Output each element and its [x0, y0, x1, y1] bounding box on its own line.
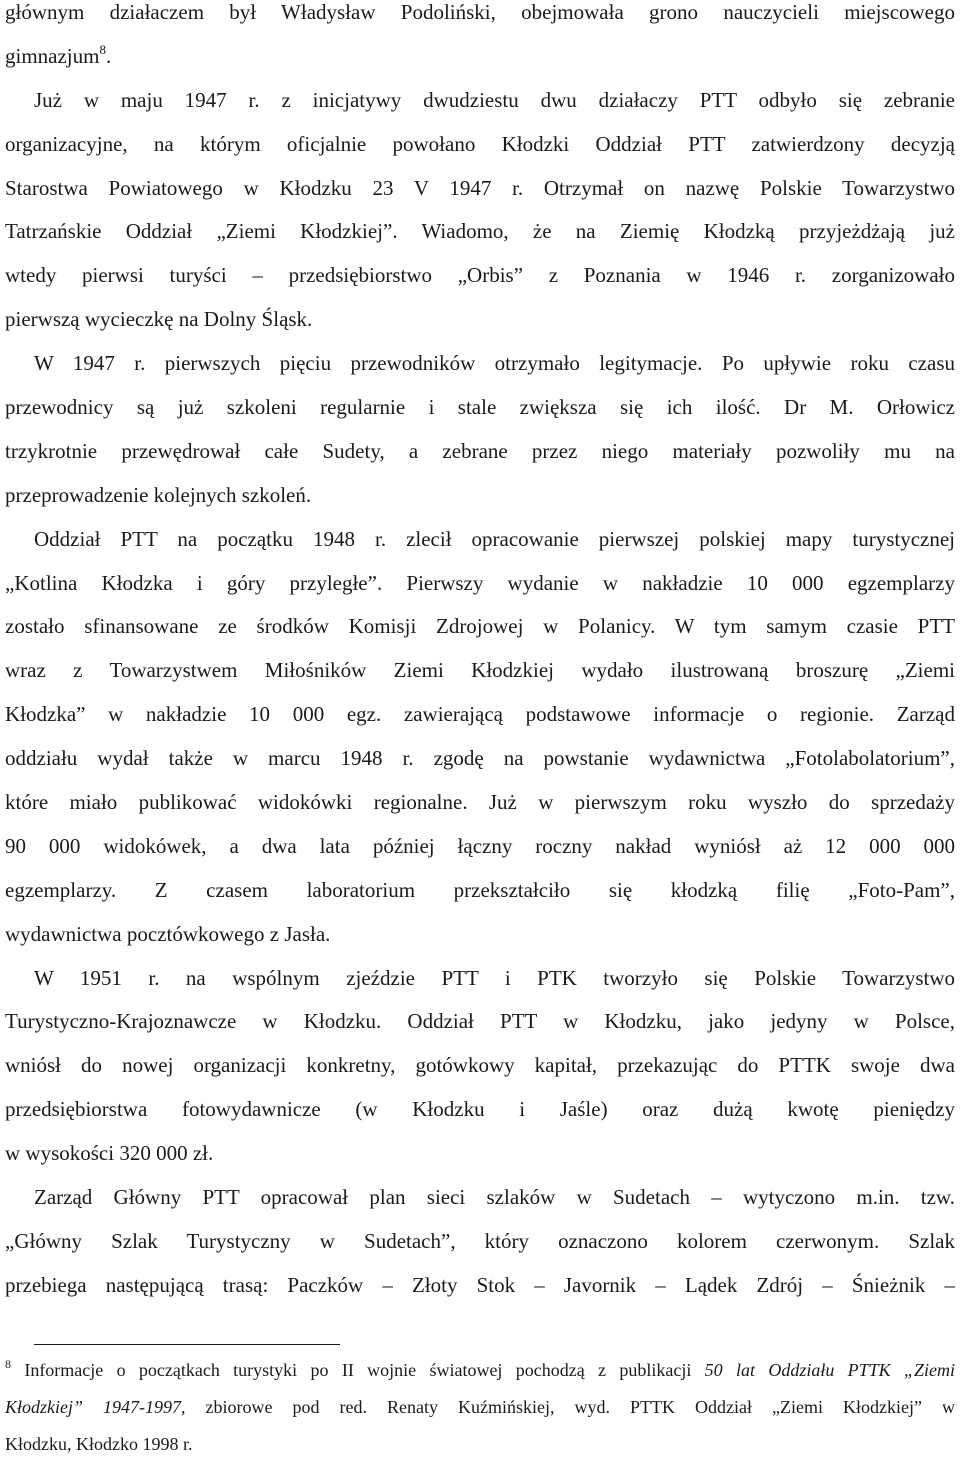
text-line: „Kotlina Kłodzka i góry przyległe”. Pierwszy wydanie w nakładzie 10 000 egzemplarzy [5, 570, 955, 595]
text-line: „Główny Szlak Turystyczny w Sudetach”, który oznaczono kolorem czerwonym. Szlak [5, 1228, 955, 1253]
footnote-text: Informacje o początkach turystyki po II wojnie światowej pochodzą z publikacji [11, 1360, 705, 1380]
main-text [5, 0, 955, 1308]
footnote [5, 1352, 955, 1463]
text-line: Zarząd Główny PTT opracował plan sieci szlaków w Sudetach – wytyczono m.in. tzw. [34, 1185, 955, 1210]
footnote-marker: 8 [99, 41, 106, 57]
footnote-line: Kłodzku, Kłodzko 1998 r. [5, 1434, 193, 1454]
text-line: Turystyczno-Krajoznawcze w Kłodzku. Oddział PTT w Kłodzku, jako jedyny w Polsce, [5, 1009, 955, 1034]
text-fragment: gimnazjum [5, 43, 100, 68]
text-line: wniósł do nowej organizacji konkretny, gotówkowy kapitał, przekazując do PTTK swoje dwa [5, 1053, 955, 1078]
paragraph-oddzial-founding [5, 79, 955, 342]
footnote-number: 8 [5, 1357, 11, 1371]
text-fragment: . [105, 43, 112, 68]
paragraph-pttk-merger [5, 957, 955, 1176]
text-line: pierwszą wycieczkę na Dolny Śląsk. [5, 307, 313, 332]
footnote-publication-title: 50 lat Oddziału PTTK „Ziemi [704, 1360, 955, 1380]
text-line: 90 000 widokówek, a dwa lata później łączny roczny nakład wyniósł aż 12 000 000 [5, 833, 955, 858]
paragraph-intro-continuation [5, 0, 955, 79]
footnote-line [5, 1389, 955, 1426]
text-line: organizacyjne, na którym oficjalnie powołano Kłodzki Oddział PTT zatwierdzony decyzją [5, 131, 955, 156]
text-line: trzykrotnie przewędrował całe Sudety, a zebrane przez niego materiały pozwoliły mu na [5, 438, 955, 463]
text-line: głównym działaczem był Władysław Podoliński, obejmowała grono nauczycieli miejscowego [5, 0, 955, 24]
text-line: W 1947 r. pierwszych pięciu przewodników otrzymało legitymacje. Po upływie roku czasu [34, 351, 955, 376]
text-line: przeprowadzenie kolejnych szkoleń. [5, 482, 312, 507]
text-line: przewodnicy są już szkoleni regularnie i stale zwiększa się ich ilość. Dr M. Orłowicz [5, 395, 955, 420]
footnote-line [5, 1352, 955, 1389]
text-line: W 1951 r. na wspólnym zjeździe PTT i PTK tworzyło się Polskie Towarzystwo [34, 965, 955, 990]
text-line: wraz z Towarzystwem Miłośników Ziemi Kłodzkiej wydało ilustrowaną broszurę „Ziemi [5, 658, 955, 683]
text-line: wydawnictwa pocztówkowego z Jasła. [5, 921, 331, 946]
text-line: oddziału wydał także w marcu 1948 r. zgodę na powstanie wydawnictwa „Fotolabolatorium”, [5, 746, 955, 771]
text-line: zostało sfinansowane ze środków Komisji Zdrojowej w Polanicy. W tym samym czasie PTT [5, 614, 955, 639]
text-line [5, 35, 955, 79]
text-line: w wysokości 320 000 zł. [5, 1141, 214, 1166]
paragraph-trail-network [5, 1176, 955, 1308]
text-line: Tatrzańskie Oddział „Ziemi Kłodzkiej”. Wiadomo, że na Ziemię Kłodzką przyjeżdżają już [5, 219, 955, 244]
text-line: Już w maju 1947 r. z inicjatywy dwudziestu dwu działaczy PTT odbyło się zebranie [34, 87, 955, 112]
text-line: które miało publikować widokówki regionalne. Już w pierwszym roku wyszło do sprzedaży [5, 790, 955, 815]
text-line: Kłodzka” w nakładzie 10 000 egz. zawierającą podstawowe informacje o regionie. Zarząd [5, 702, 955, 727]
text-line: przedsiębiorstwa fotowydawnicze (w Kłodzku i Jaśle) oraz dużą kwotę pieniędzy [5, 1097, 955, 1122]
footnote-separator [34, 1344, 340, 1345]
text-line: przebiega następującą trasą: Paczków – Złoty Stok – Javornik – Lądek Zdrój – Śnieżnik – [5, 1272, 955, 1297]
text-line: Oddział PTT na początku 1948 r. zlecił opracowanie pierwszej polskiej mapy turystycznej [34, 526, 955, 551]
text-line: wtedy pierwsi turyści – przedsiębiorstwo „Orbis” z Poznania w 1946 r. zorganizowało [5, 263, 955, 288]
paragraph-map-and-postcards [5, 518, 955, 957]
footnote-text: , zbiorowe pod red. Renaty Kuźmińskiej, wyd. PTTK Oddział „Ziemi Kłodzkiej” w [181, 1397, 955, 1417]
text-line: Starostwa Powiatowego w Kłodzku 23 V 1947 r. Otrzymał on nazwę Polskie Towarzystwo [5, 175, 955, 200]
paragraph-guides [5, 342, 955, 518]
text-line: egzemplarzy. Z czasem laboratorium przekształciło się kłodzką filię „Foto-Pam”, [5, 877, 955, 902]
footnote-publication-title: Kłodzkiej” 1947-1997 [5, 1397, 182, 1417]
